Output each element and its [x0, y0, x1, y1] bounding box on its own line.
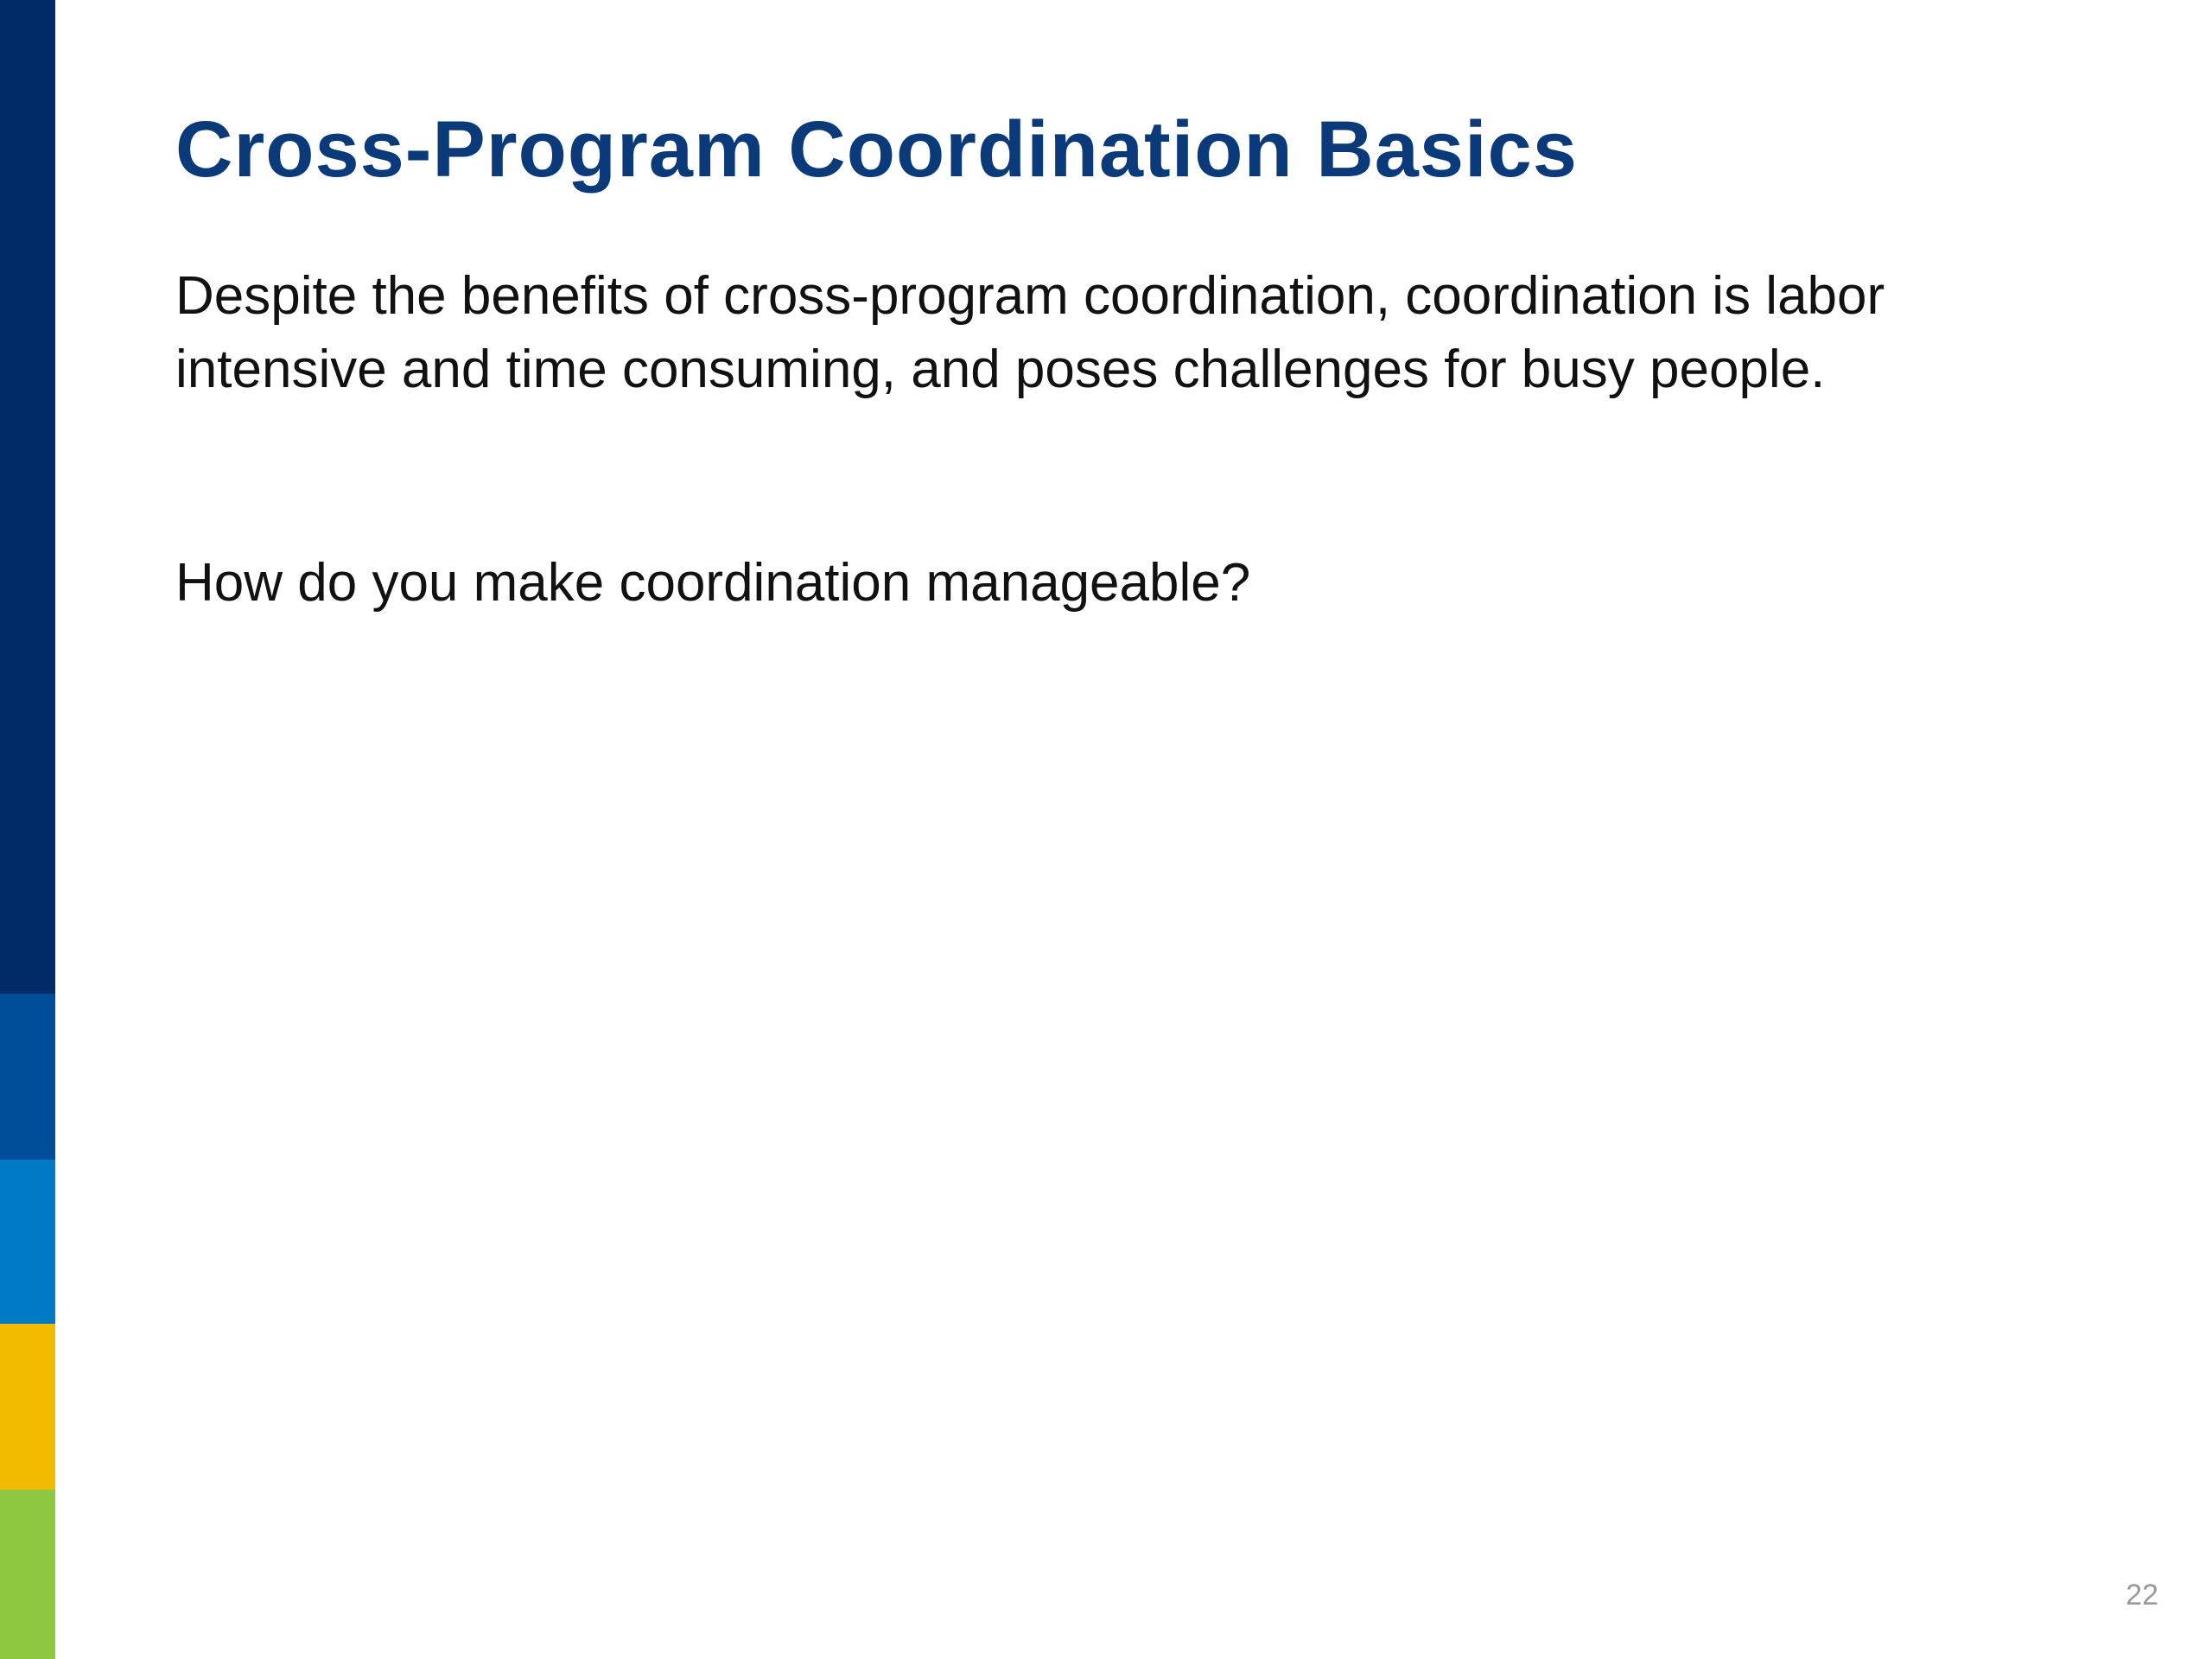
body-question: How do you make coordination manageable?: [175, 553, 1251, 613]
side-bar-green-segment: [0, 1490, 55, 1659]
page-number: 22: [2126, 1579, 2158, 1611]
body-paragraph: Despite the benefits of cross-program coordination, coordination is labor intensive and time consuming, and poses challenges for busy people.: [175, 266, 1885, 399]
side-bar-navy-segment: [0, 0, 55, 994]
slide-title: Cross-Program Coordination Basics: [175, 105, 1578, 194]
side-bar-sky-segment: [0, 1160, 55, 1324]
side-bar-gold-segment: [0, 1324, 55, 1490]
decorative-side-bar: [0, 0, 55, 1659]
side-bar-blue-segment: [0, 994, 55, 1160]
